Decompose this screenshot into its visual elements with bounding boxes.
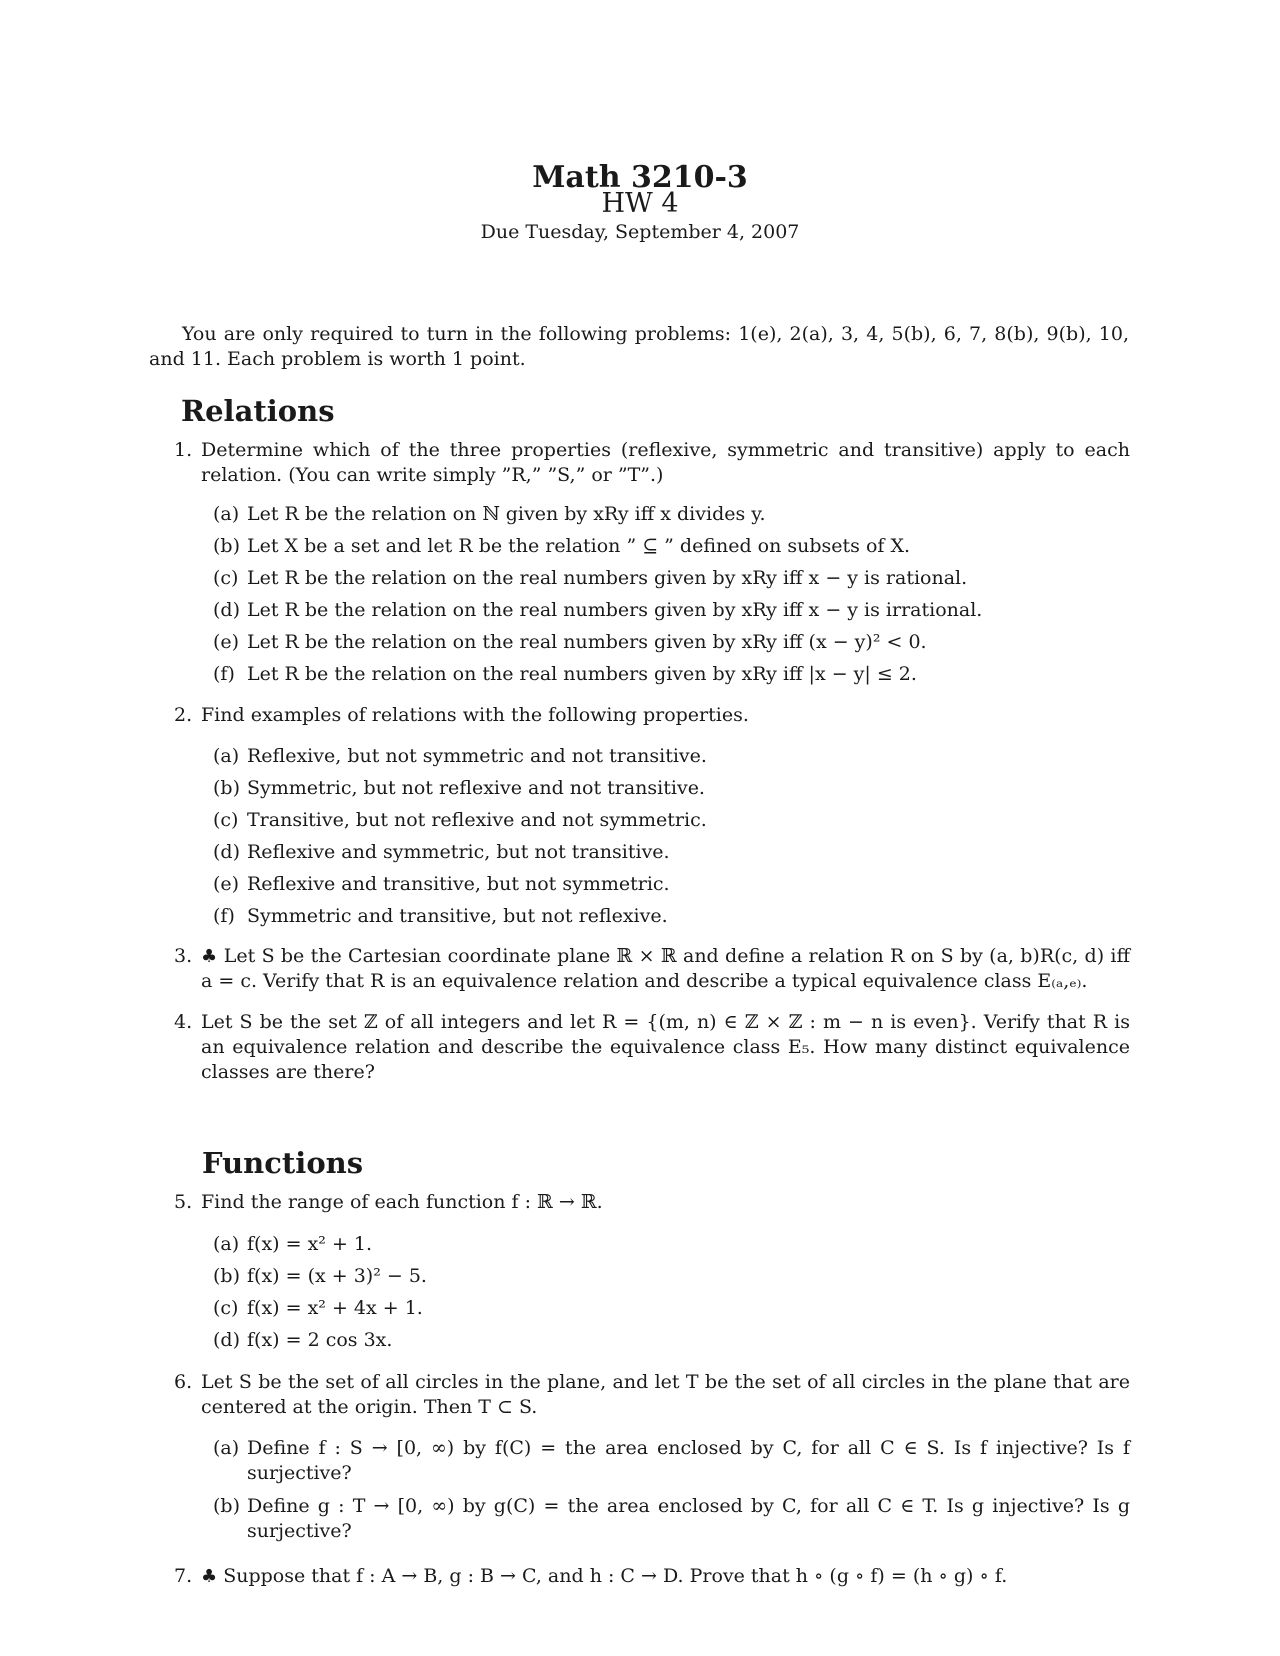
- problem-text: Suppose that f : A → B, g : B → C, and h : C → D. Prove that h ∘ (g ∘ f) = (h ∘ g) ∘ f.: [223, 1565, 1008, 1587]
- part-text: f(x) = x² + 1.: [247, 1233, 373, 1255]
- problem-6-part-b: [213, 1494, 1130, 1544]
- problem-text: Let S be the set ℤ of all integers and let R = {(m, n) ∈ ℤ × ℤ : m − n is even}. Verify that R is an equivalence relation and describe the equivalence class E₅. How many distinct equivalence classes are there?: [201, 1011, 1130, 1083]
- section-heading-functions: Functions: [202, 1146, 364, 1180]
- part-text: Let R be the relation on ℕ given by xRy iff x divides y.: [247, 503, 766, 525]
- problem-3-content: [201, 944, 1130, 994]
- problem-1-part-c: [213, 566, 1130, 591]
- problem-5-part-b: [213, 1264, 1130, 1289]
- part-label: (f): [213, 663, 235, 685]
- part-label: (c): [213, 567, 239, 589]
- problem-1-part-b: [213, 534, 1130, 559]
- part-label: (b): [213, 1265, 240, 1287]
- club-icon: ♣: [201, 946, 218, 967]
- due-date: Due Tuesday, September 4, 2007: [480, 221, 800, 243]
- problem-5-part-c: [213, 1296, 1130, 1321]
- part-label: (d): [213, 599, 240, 621]
- part-text: Define f : S → [0, ∞) by f(C) = the area enclosed by C, for all C ∈ S. Is f injective? Is f surjective?: [247, 1437, 1130, 1484]
- part-text: f(x) = x² + 4x + 1.: [247, 1297, 423, 1319]
- part-label: (e): [213, 873, 240, 895]
- problem-1-part-e: [213, 630, 1130, 655]
- part-text: Define g : T → [0, ∞) by g(C) = the area enclosed by C, for all C ∈ T. Is g injective? Is g surjective?: [247, 1495, 1130, 1542]
- problem-number: 7.: [174, 1565, 193, 1587]
- problem-3: [174, 944, 1130, 994]
- problem-5-part-a: [213, 1232, 1130, 1257]
- problem-number: 4.: [174, 1011, 193, 1033]
- problem-number: 5.: [174, 1191, 193, 1213]
- problem-number: 1.: [174, 439, 193, 461]
- problem-6: [174, 1370, 1130, 1420]
- problem-text: Find the range of each function f : ℝ → ℝ.: [201, 1191, 603, 1213]
- problem-number: 6.: [174, 1371, 193, 1393]
- part-text: Let X be a set and let R be the relation ” ⊆ ” defined on subsets of X.: [247, 535, 911, 557]
- problem-number: 2.: [174, 704, 193, 726]
- part-text: Let R be the relation on the real numbers given by xRy iff (x − y)² < 0.: [247, 631, 927, 653]
- problem-1-part-a: [213, 502, 1130, 527]
- problem-text: Let S be the set of all circles in the plane, and let T be the set of all circles in the plane that are centered at the origin. Then T ⊂ S.: [201, 1371, 1130, 1418]
- problem-number: 3.: [174, 945, 193, 967]
- problem-4: [174, 1010, 1130, 1085]
- part-label: (b): [213, 777, 240, 799]
- part-text: Transitive, but not reflexive and not symmetric.: [247, 809, 707, 831]
- problem-1-part-f: [213, 662, 1130, 687]
- part-text: Reflexive and symmetric, but not transitive.: [247, 841, 670, 863]
- part-text: Symmetric and transitive, but not reflexive.: [247, 905, 668, 927]
- problem-2-part-f: [213, 904, 1130, 929]
- problem-1-part-d: [213, 598, 1130, 623]
- problem-6-part-a: [213, 1436, 1130, 1486]
- problem-7: [174, 1564, 1130, 1589]
- problem-2-part-e: [213, 872, 1130, 897]
- part-text: Let R be the relation on the real numbers given by xRy iff x − y is irrational.: [247, 599, 983, 621]
- course-title: Math 3210-3: [532, 160, 748, 195]
- part-text: Let R be the relation on the real numbers given by xRy iff x − y is rational.: [247, 567, 968, 589]
- problem-2: [174, 703, 1130, 728]
- section-heading-relations: Relations: [181, 394, 335, 428]
- part-text: Let R be the relation on the real numbers given by xRy iff |x − y| ≤ 2.: [247, 663, 917, 685]
- instructions: You are only required to turn in the following problems: 1(e), 2(a), 3, 4, 5(b), 6, 7, 8(b), 9(b), 10, and 11. Each problem is worth 1 point.: [149, 323, 1129, 370]
- problem-2-part-b: [213, 776, 1130, 801]
- part-label: (a): [213, 1233, 240, 1255]
- part-text: Symmetric, but not reflexive and not transitive.: [247, 777, 705, 799]
- problem-2-part-c: [213, 808, 1130, 833]
- assignment-title: HW 4: [601, 188, 679, 219]
- problem-text: Find examples of relations with the following properties.: [201, 704, 749, 726]
- problem-text: Determine which of the three properties (reflexive, symmetric and transitive) apply to each relation. (You can write simply ”R,” ”S,” or ”T”.): [201, 439, 1130, 486]
- part-label: (c): [213, 1297, 239, 1319]
- part-label: (a): [213, 1437, 240, 1459]
- problem-5-part-d: [213, 1328, 1130, 1353]
- club-icon: ♣: [201, 1566, 218, 1587]
- part-label: (d): [213, 841, 240, 863]
- problem-5: [174, 1190, 1130, 1215]
- part-text: Reflexive, but not symmetric and not transitive.: [247, 745, 707, 767]
- part-label: (d): [213, 1329, 240, 1351]
- part-label: (b): [213, 1495, 240, 1517]
- problem-text: Let S be the Cartesian coordinate plane ℝ × ℝ and define a relation R on S by (a, b)R(c, d) iff a = c. Verify that R is an equivalence relation and describe a typical equivalence class E₍ₐ,ₑ₎.: [201, 945, 1131, 992]
- problem-2-part-d: [213, 840, 1130, 865]
- problem-2-part-a: [213, 744, 1130, 769]
- part-label: (f): [213, 905, 235, 927]
- part-text: Reflexive and transitive, but not symmetric.: [247, 873, 670, 895]
- part-label: (e): [213, 631, 240, 653]
- problem-7-content: [201, 1564, 1130, 1589]
- part-label: (b): [213, 535, 240, 557]
- part-label: (a): [213, 745, 240, 767]
- part-label: (c): [213, 809, 239, 831]
- problem-1: [174, 438, 1130, 488]
- part-text: f(x) = 2 cos 3x.: [247, 1329, 393, 1351]
- part-text: f(x) = (x + 3)² − 5.: [247, 1265, 427, 1287]
- part-label: (a): [213, 503, 240, 525]
